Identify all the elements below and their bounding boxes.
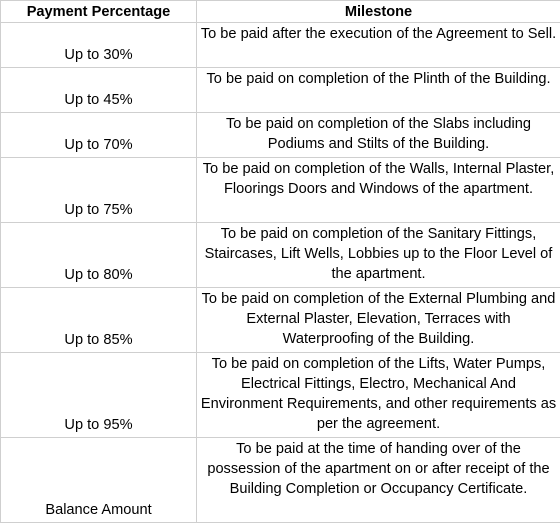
milestone-cell: To be paid after the execution of the Agreement to Sell. [197, 23, 560, 68]
milestone-cell: To be paid at the time of handing over of the possession of the apartment on or after receipt of the Building Completion or Occupancy Certificate. [197, 438, 560, 523]
table-body [1, 23, 560, 523]
table-row [1, 353, 560, 438]
milestone-cell: To be paid on completion of the Plinth of the Building. [197, 68, 560, 113]
header-milestone: Milestone [197, 1, 560, 23]
header-payment-percentage: Payment Percentage [1, 1, 197, 23]
payment-percentage-cell: Up to 70% [1, 113, 197, 158]
payment-percentage-cell: Up to 85% [1, 288, 197, 353]
milestone-cell: To be paid on completion of the Walls, Internal Plaster, Floorings Doors and Windows of the apartment. [197, 158, 560, 223]
payment-percentage-cell: Up to 45% [1, 68, 197, 113]
table-row [1, 113, 560, 158]
milestone-cell: To be paid on completion of the Lifts, Water Pumps, Electrical Fittings, Electro, Mechanical And Environment Requirements, and other requirements as per the agreement. [197, 353, 560, 438]
table-row [1, 438, 560, 523]
table-row [1, 223, 560, 288]
table-row [1, 288, 560, 353]
payment-percentage-cell: Balance Amount [1, 438, 197, 523]
payment-percentage-cell: Up to 95% [1, 353, 197, 438]
table-row [1, 68, 560, 113]
payment-percentage-cell: Up to 30% [1, 23, 197, 68]
payment-percentage-cell: Up to 75% [1, 158, 197, 223]
header-row [1, 1, 560, 23]
table-row [1, 158, 560, 223]
table-row [1, 23, 560, 68]
milestone-cell: To be paid on completion of the External Plumbing and External Plaster, Elevation, Terraces with Waterproofing of the Building. [197, 288, 560, 353]
milestone-cell: To be paid on completion of the Sanitary Fittings, Staircases, Lift Wells, Lobbies up to the Floor Level of the apartment. [197, 223, 560, 288]
table-header [1, 1, 560, 23]
payment-percentage-cell: Up to 80% [1, 223, 197, 288]
milestone-cell: To be paid on completion of the Slabs including Podiums and Stilts of the Building. [197, 113, 560, 158]
